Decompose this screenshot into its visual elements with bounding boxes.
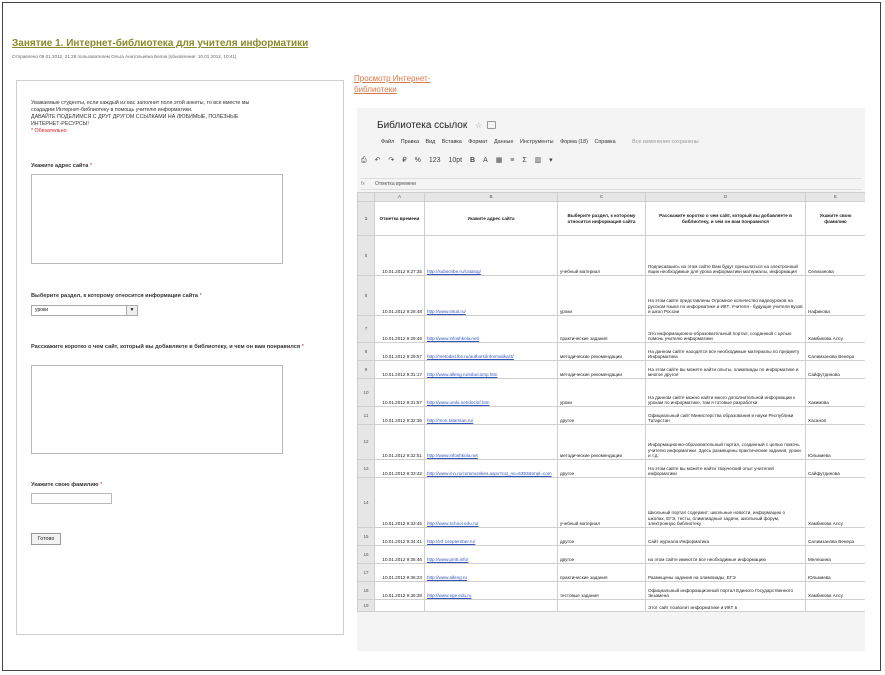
menu-edit[interactable]: Правка xyxy=(400,139,419,145)
url-cell[interactable]: http://www.infoshkola.net/ xyxy=(425,316,558,343)
bold-button[interactable]: B xyxy=(470,157,476,164)
description-cell[interactable]: На данном сайте находятся все необходимые материалы по предмету Информатика xyxy=(646,343,806,361)
table-row xyxy=(358,425,866,460)
description-cell[interactable]: Официальный сайт Министерства образования и науки Республики Татарстан xyxy=(646,407,806,425)
align-icon[interactable]: ≡ xyxy=(510,157,515,164)
surname-cell[interactable]: Юльмиева xyxy=(806,564,866,582)
table-row xyxy=(358,276,866,316)
table-row xyxy=(358,460,866,478)
column-header[interactable] xyxy=(358,193,375,202)
description-cell[interactable]: На этом сайте представлены Огромное количество видеоуроков на русском языке по информатике и ИКТ. Учителя - будущие учителя вузов и школ России xyxy=(646,276,806,316)
surname-cell[interactable]: Хамбикова Алсу xyxy=(806,582,866,600)
category-cell[interactable]: учебный материал xyxy=(558,478,646,528)
menu-data[interactable]: Данные xyxy=(493,139,514,145)
timestamp-cell[interactable]: 10.01.2012 9:28:48 xyxy=(375,276,425,316)
row-number[interactable]: 12 xyxy=(358,425,375,460)
page-meta: Отправлено 09.01.2012, 21:28 пользователем Ольга Анатольевна Белая [обновление: 10.01.2012, 10:41] xyxy=(12,54,237,59)
required-note: * Обязательно xyxy=(31,128,67,134)
surname-cell[interactable]: Хамбикова Алсу xyxy=(806,478,866,528)
header-cell[interactable]: Расскажите коротко о чем сайт, который вы добавляете в библиотеку, и чем он вам понравился xyxy=(646,202,806,236)
url-cell[interactable]: http://www.ege.edu.ru xyxy=(425,582,558,600)
timestamp-cell[interactable]: 10.01.2012 9:35:46 xyxy=(375,546,425,564)
formula-bar[interactable]: fx Отметка времени xyxy=(361,178,861,190)
surname-cell[interactable]: Салимзанова Венера xyxy=(806,343,866,361)
menu-insert[interactable]: Вставка xyxy=(441,139,462,145)
timestamp-cell[interactable]: 10.01.2012 9:29:49 xyxy=(375,316,425,343)
url-cell[interactable]: http://www.infoshkola.net xyxy=(425,425,558,460)
url-cell[interactable]: http://inf.1september.ru/ xyxy=(425,528,558,546)
url-cell[interactable]: http://metodist.lbz.ru/authors/informatika/3/ xyxy=(425,343,558,361)
form-intro xyxy=(31,100,331,135)
category-cell[interactable]: другое xyxy=(558,546,646,564)
required-star: * xyxy=(301,344,304,350)
header-cell[interactable]: Укажите свою фамилию xyxy=(806,202,866,236)
url-cell[interactable]: http://www.intuit.ru/ xyxy=(425,276,558,316)
spreadsheet-title[interactable]: Библиотека ссылок xyxy=(377,120,468,131)
table-row xyxy=(358,343,866,361)
timestamp-cell[interactable]: 10.01.2012 9:33:45 xyxy=(375,478,425,528)
category-cell[interactable]: другое xyxy=(558,528,646,546)
surname-cell[interactable]: Сайфутдинова xyxy=(806,460,866,478)
row-number[interactable]: 11 xyxy=(358,407,375,425)
description-cell[interactable]: на этом сайте имеются все необходимые информацию xyxy=(646,546,806,564)
surname-input[interactable] xyxy=(31,493,112,504)
description-cell[interactable]: На этом сайте вы можете найти опыты, олимпиады по информатике и многое другое xyxy=(646,361,806,379)
spreadsheet-window xyxy=(357,108,865,651)
url-cell[interactable] xyxy=(425,600,558,612)
surname-cell[interactable]: Хамбикова Алсу xyxy=(806,316,866,343)
surname-cell[interactable]: Селиханова xyxy=(806,236,866,276)
header-cell[interactable]: Укажите адрес сайта xyxy=(425,202,558,236)
category-cell[interactable]: уроки xyxy=(558,379,646,407)
q2-label: Выберите раздел, к которому относится информация сайта * xyxy=(31,293,202,299)
sum-icon[interactable]: Σ xyxy=(522,157,527,164)
more-icon[interactable]: ▾ xyxy=(549,157,553,164)
timestamp-cell[interactable]: 10.01.2012 9:31:17 xyxy=(375,361,425,379)
timestamp-cell[interactable]: 10.01.2012 9:34:41 xyxy=(375,528,425,546)
url-cell[interactable]: http://www.alleng.ru xyxy=(425,564,558,582)
description-cell[interactable]: Этот сайт позволит информатике и ИКТ в xyxy=(646,600,806,612)
category-cell[interactable]: уроки xyxy=(558,276,646,316)
row-number[interactable]: 14 xyxy=(358,478,375,528)
category-cell[interactable]: методические рекомендации xyxy=(558,361,646,379)
category-cell[interactable]: практические задания xyxy=(558,564,646,582)
table-row xyxy=(358,316,866,343)
timestamp-cell[interactable] xyxy=(375,600,425,612)
timestamp-cell[interactable]: 10.01.2012 9:31:57 xyxy=(375,379,425,407)
description-cell[interactable]: Подписавшись на этом сайте Вам будут присылаться на электронный ящик необходимые для урока информатики материалы, информация xyxy=(646,236,806,276)
row-number[interactable]: 13 xyxy=(358,460,375,478)
column-header[interactable]: A xyxy=(375,193,425,202)
row-number[interactable]: 15 xyxy=(358,528,375,546)
intro-line: ИНТЕРНЕТ-РЕСУРСЫ! xyxy=(31,121,89,127)
surname-cell[interactable]: Хакимова xyxy=(806,379,866,407)
chevron-down-icon[interactable]: ▼ xyxy=(126,306,137,315)
number-format-button[interactable]: 123 xyxy=(428,157,441,164)
intro-line: создадим Интернет-библиотеку в помощь учителю информатики. xyxy=(31,107,193,113)
required-star: * xyxy=(100,482,103,488)
undo-icon[interactable]: ↶ xyxy=(374,157,381,164)
timestamp-cell[interactable]: 10.01.2012 9:32:36 xyxy=(375,407,425,425)
row-number[interactable]: 5 xyxy=(358,236,375,276)
chart-icon[interactable]: ▥ xyxy=(534,157,542,164)
surname-cell[interactable]: Салимзанова Венера xyxy=(806,528,866,546)
header-row xyxy=(358,202,866,236)
table-row xyxy=(358,600,866,612)
timestamp-cell[interactable]: 10.01.2012 9:29:57 xyxy=(375,343,425,361)
q4-label: Укажите свою фамилию * xyxy=(31,482,103,488)
table-row xyxy=(358,564,866,582)
description-cell[interactable]: Официальный информационный портал Единого Государственного Экзамена xyxy=(646,582,806,600)
category-cell[interactable]: практические задания xyxy=(558,316,646,343)
url-cell[interactable]: http://www.it-n.ru/communities.aspx?cat_no=6393&tmpl=com xyxy=(425,460,558,478)
url-cell[interactable]: http://mon.tatarstan.ru/ xyxy=(425,407,558,425)
category-cell[interactable] xyxy=(558,600,646,612)
menu-view[interactable]: Вид xyxy=(425,139,436,145)
column-header[interactable]: E xyxy=(806,193,866,202)
category-cell[interactable]: тестовые задания xyxy=(558,582,646,600)
row-number[interactable]: 8 xyxy=(358,343,375,361)
star-icon[interactable]: ☆ xyxy=(475,121,483,130)
description-cell[interactable]: Сайт журнала Информатика xyxy=(646,528,806,546)
q3-label: Расскажите коротко о чем сайт, который вы добавляете в библиотеку, и чем он вам понравился * xyxy=(31,344,304,350)
url-cell[interactable]: http://www.alleng.ru/edu/comp.htm xyxy=(425,361,558,379)
table-row xyxy=(358,236,866,276)
print-icon[interactable]: ⎙ xyxy=(361,157,367,164)
table-row xyxy=(358,546,866,564)
row-number[interactable]: 16 xyxy=(358,546,375,564)
page-title[interactable]: Занятие 1. Интернет-библиотека для учителя информатики xyxy=(12,38,309,49)
description-cell[interactable]: Это информационно-образовательный портал, созданный с целью помочь учителю информатики xyxy=(646,316,806,343)
intro-line: Уважаемые студенты, если каждый из вас заполнит поля этой анкеты, то все вместе мы xyxy=(31,100,250,106)
row-number[interactable]: 6 xyxy=(358,276,375,316)
column-header[interactable]: B xyxy=(425,193,558,202)
table-row xyxy=(358,582,866,600)
url-cell[interactable]: http://www.pm5.info/ xyxy=(425,546,558,564)
url-cell[interactable]: http://www.uroki.net/docinf.htm xyxy=(425,379,558,407)
description-cell[interactable]: На данном сайте можно найти много дополнительной информации к урокам по информатике, там я готовые разработки xyxy=(646,379,806,407)
percent-icon[interactable]: % xyxy=(414,157,421,164)
surname-cell[interactable]: Хасанов xyxy=(806,407,866,425)
column-header[interactable]: C xyxy=(558,193,646,202)
menu-bar xyxy=(381,139,704,145)
description-cell[interactable]: Школьный портал содержит: школьные новости, информацию о школах, ЕГЭ, тесты, олимпиадные задачи, школьный форум, электронную библиотеку xyxy=(646,478,806,528)
required-star: * xyxy=(199,293,202,299)
header-cell[interactable]: Отметка времени xyxy=(375,202,425,236)
table-row xyxy=(358,361,866,379)
save-status: Все изменения сохранены xyxy=(632,139,699,145)
surname-cell[interactable]: Юльмиева xyxy=(806,425,866,460)
surname-cell[interactable]: Мелешина xyxy=(806,546,866,564)
timestamp-cell[interactable]: 10.01.2012 9:33:42 xyxy=(375,460,425,478)
folder-icon[interactable] xyxy=(487,121,496,129)
column-header[interactable]: D xyxy=(646,193,806,202)
table-row xyxy=(358,407,866,425)
menu-format[interactable]: Формат xyxy=(468,139,488,145)
redo-icon[interactable]: ↷ xyxy=(388,157,395,164)
category-cell[interactable]: другое xyxy=(558,407,646,425)
toolbar xyxy=(361,156,861,170)
row-number[interactable]: 1 xyxy=(358,202,375,236)
table-row xyxy=(358,379,866,407)
description-textarea[interactable] xyxy=(31,365,283,454)
view-library-link[interactable]: Просмотр Интернет-библиотеки xyxy=(354,74,431,94)
category-cell[interactable]: другое xyxy=(558,460,646,478)
q1-label: Укажите адрес сайта * xyxy=(31,163,93,169)
timestamp-cell[interactable]: 10.01.2012 9:32:51 xyxy=(375,425,425,460)
timestamp-cell[interactable]: 10.01.2012 9:27:35 xyxy=(375,236,425,276)
description-cell[interactable]: Размещены задания на олимпиады, ЕГЭ xyxy=(646,564,806,582)
menu-file[interactable]: Файл xyxy=(381,139,395,145)
surname-cell[interactable] xyxy=(806,600,866,612)
submit-button[interactable]: Готово xyxy=(31,533,61,545)
url-cell[interactable]: http://subscribe.ru/catalog/ xyxy=(425,236,558,276)
category-cell[interactable]: методические рекомендации xyxy=(558,343,646,361)
row-number[interactable]: 19 xyxy=(358,600,375,612)
intro-line: ДАВАЙТЕ ПОДЕЛИМСЯ С ДРУГ ДРУГОМ ССЫЛКАМИ НА ЛЮБИМЫЕ, ПОЛЕЗНЫЕ xyxy=(31,114,239,120)
text-color-icon[interactable]: A xyxy=(483,157,488,164)
table-row xyxy=(358,478,866,528)
url-cell[interactable]: http://www.school.edu.ru/ xyxy=(425,478,558,528)
surname-cell[interactable]: Нафикова xyxy=(806,276,866,316)
category-cell[interactable]: методические рекомендации xyxy=(558,425,646,460)
row-number[interactable]: 10 xyxy=(358,379,375,407)
timestamp-cell[interactable]: 10.01.2012 9:36:38 xyxy=(375,582,425,600)
currency-icon[interactable]: ₽ xyxy=(402,157,407,164)
menu-tools[interactable]: Инструменты xyxy=(519,139,554,145)
data-grid xyxy=(357,192,865,612)
table-row xyxy=(358,528,866,546)
row-number[interactable]: 9 xyxy=(358,361,375,379)
description-cell[interactable]: На этом сайте вы можете найти творческий опыт учителей информатики xyxy=(646,460,806,478)
header-cell[interactable]: Выберите раздел, к которому относится информация сайта xyxy=(558,202,646,236)
fx-icon: fx xyxy=(361,181,365,187)
category-cell[interactable]: учебный материал xyxy=(558,236,646,276)
menu-help[interactable]: Справка xyxy=(594,139,616,145)
category-select[interactable]: уроки ▼ xyxy=(31,305,138,316)
required-star: * xyxy=(89,163,93,169)
site-address-textarea[interactable] xyxy=(31,174,283,264)
font-size-select[interactable]: 10pt xyxy=(448,157,463,164)
description-cell[interactable]: Информационно-образовательный портал, созданный с целью помочь учителю информатики. Здесь размещены практические задания, уроки и т.д. xyxy=(646,425,806,460)
borders-icon[interactable]: ▦ xyxy=(495,157,503,164)
timestamp-cell[interactable]: 10.01.2012 9:36:23 xyxy=(375,564,425,582)
row-number[interactable]: 7 xyxy=(358,316,375,343)
row-number[interactable]: 18 xyxy=(358,582,375,600)
menu-form[interactable]: Форма (18) xyxy=(560,139,588,145)
row-number[interactable]: 17 xyxy=(358,564,375,582)
surname-cell[interactable]: Сайфутдинова xyxy=(806,361,866,379)
